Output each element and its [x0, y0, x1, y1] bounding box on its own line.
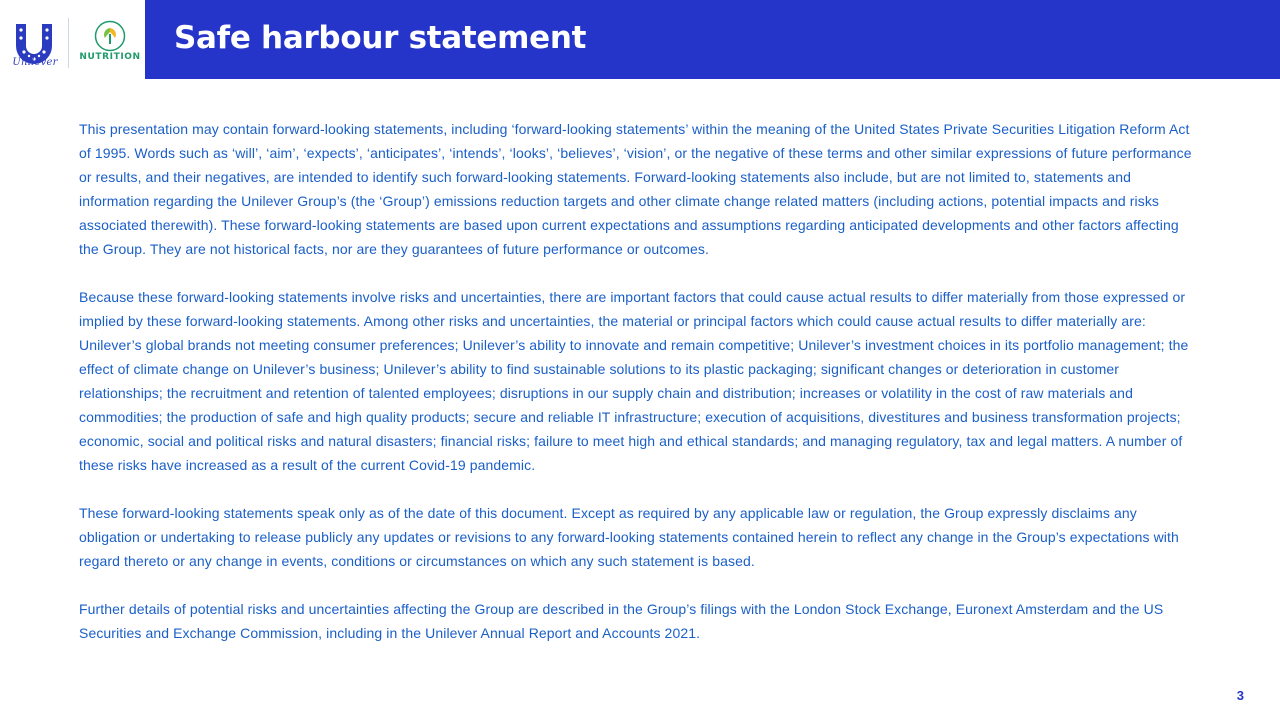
page-number: 3: [1236, 688, 1244, 703]
paragraph-further-details: Further details of potential risks and uncertainties affecting the Group are described in the Group’s filings with the London Stock Exchange, Euronext Amsterdam and the US Securities and Exchange Commission, including in the Unilever Annual Report and Accounts 2021.: [79, 601, 1164, 641]
paragraph-date-disclaimer: These forward-looking statements speak only as of the date of this document. Except as required by any applicable law or regulation, the Group expressly disclaims any obligation or undertaking to release publicly any updates or revisions to any forward-looking statements contained herein to reflect any change in the Group’s expectations with regard thereto or any change in events, conditions or circumstances on which any such statement is based.: [79, 505, 1179, 569]
leaf-badge-icon: [94, 20, 126, 52]
statement-body: [79, 117, 1194, 669]
nutrition-label: NUTRITION: [79, 52, 141, 62]
header-bar: [145, 0, 1280, 79]
paragraph-forward-looking: This presentation may contain forward-looking statements, including ‘forward-looking statements’ within the meaning of the United States Private Securities Litigation Reform Act of 1995. Words such as ‘will’, ‘aim’, ‘expects’, ‘anticipates’, ‘intends’, ‘looks’, ‘believes’, ‘vision’, or the negative of these terms and other similar expressions of future performance or results, and their negatives, are intended to identify such forward-looking statements. Forward-looking statements also include, but are not limited to, statements and information regarding the Unilever Group’s (the ‘Group’) emissions reduction targets and other climate change related matters (including actions, potential impacts and risks associated therewith). These forward-looking statements are based upon current expectations and assumptions regarding anticipated developments and other factors affecting the Group. They are not historical facts, nor are they guarantees of future performance or outcomes.: [79, 121, 1192, 257]
logo-area: [0, 0, 145, 79]
page-title: Safe harbour statement: [174, 20, 587, 56]
paragraph-risk-factors: Because these forward-looking statements involve risks and uncertainties, there are important factors that could cause actual results to differ materially from those expressed or implied by these forward-looking statements. Among other risks and uncertainties, the material or principal factors which could cause actual results to differ materially are: Unilever’s global brands not meeting consumer preferences; Unilever’s ability to innovate and remain competitive; Unilever’s investment choices in its portfolio management; the effect of climate change on Unilever’s business; Unilever’s ability to find sustainable solutions to its plastic packaging; significant changes or deterioration in customer relationships; the recruitment and retention of talented employees; disruptions in our supply chain and distribution; increases or volatility in the cost of raw materials and commodities; the production of safe and high quality products; secure and reliable IT infrastructure; execution of acquisitions, divestitures and business transformation projects; economic, social and political risks and natural disasters; financial risks; failure to meet high and ethical standards; and managing regulatory, tax and legal matters. A number of these risks have increased as a result of the current Covid-19 pandemic.: [79, 289, 1189, 473]
unilever-wordmark: Unilever: [12, 57, 58, 68]
logo-divider: [68, 18, 69, 68]
